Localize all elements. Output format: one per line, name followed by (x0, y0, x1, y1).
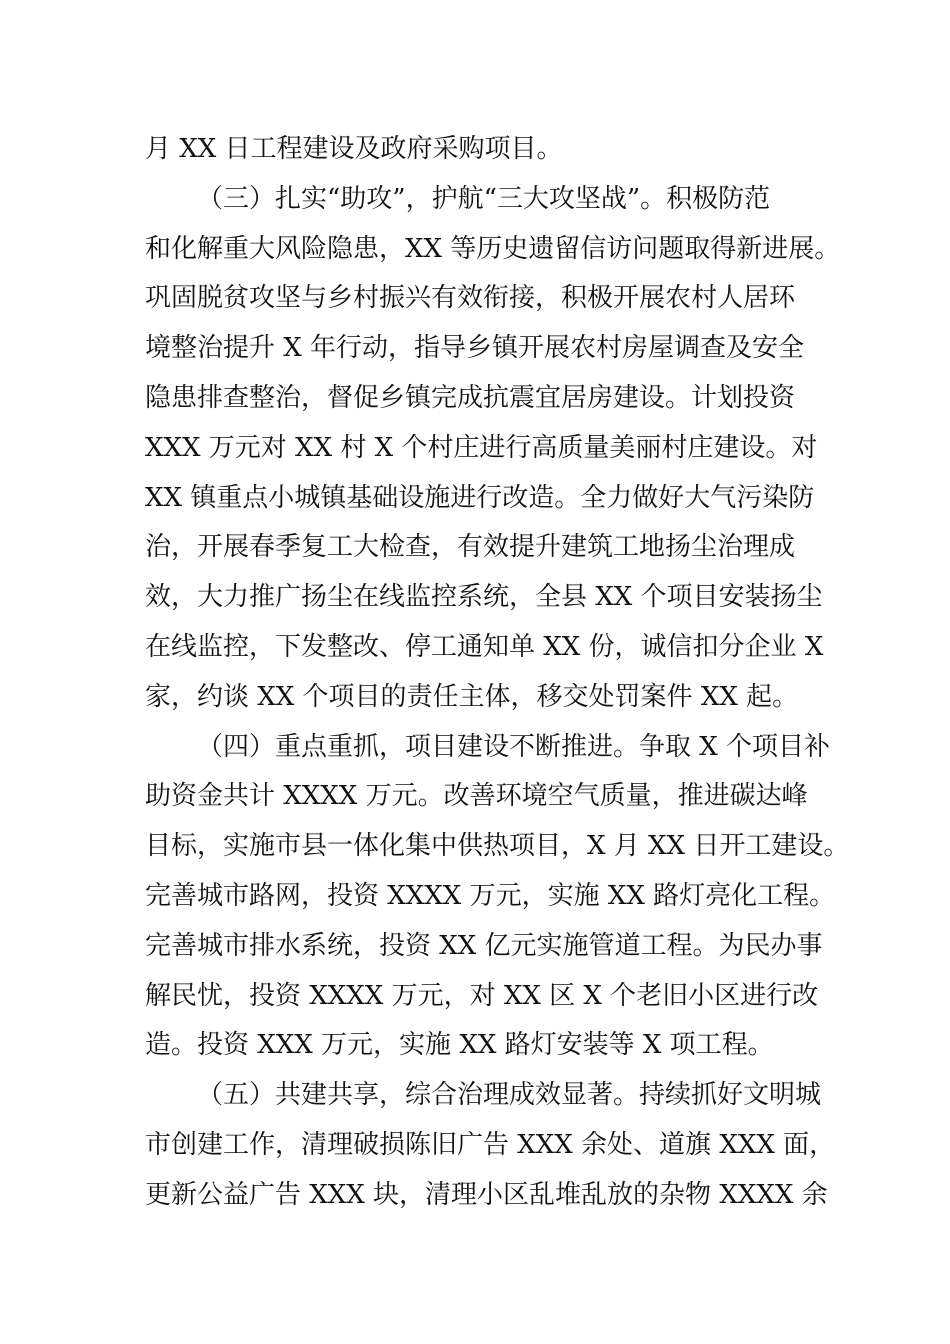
text-line: XXX 万元对 XX 村 X 个村庄进行高质量美丽村庄建设。对 (145, 432, 818, 463)
text-line: 解民忧，投资 XXXX 万元，对 XX 区 X 个老旧小区进行改 (145, 980, 819, 1011)
text-line: 隐患排查整治，督促乡镇完成抗震宜居房建设。计划投资 (145, 382, 796, 413)
text-line: 月 XX 日工程建设及政府采购项目。 (145, 134, 563, 164)
text-line: 更新公益广告 XXX 块，清理小区乱堆乱放的杂物 XXXX 余 (145, 1179, 828, 1210)
text-line: 家，约谈 XX 个项目的责任主体，移交处罚案件 XX 起。 (145, 681, 799, 712)
text-line: 效，大力推广扬尘在线监控系统，全县 XX 个项目安装扬尘 (145, 582, 823, 613)
section-3-heading-line: （三）扎实“助攻”，护航“三大攻坚战”。积极防范 (197, 183, 771, 214)
text-line: 助资金共计 XXXX 万元。改善环境空气质量，推进碳达峰 (145, 781, 808, 812)
section-5-heading-line: （五）共建共享，综合治理成效显著。持续抓好文明城 (197, 1080, 822, 1111)
text-line: 和化解重大风险隐患，XX 等历史遗留信访问题取得新进展。 (145, 233, 841, 264)
document-body (145, 125, 850, 1221)
text-line: 在线监控，下发整改、停工通知单 XX 份，诚信扣分企业 X (145, 631, 824, 662)
text-line: 造。投资 XXX 万元，实施 XX 路灯安装等 X 项工程。 (145, 1030, 774, 1061)
text-line: 治，开展春季复工大检查，有效提升建筑工地扬尘治理成 (145, 532, 796, 563)
text-line: 市创建工作，清理破损陈旧广告 XXX 余处、道旗 XXX 面， (145, 1129, 836, 1160)
text-line: 目标，实施市县一体化集中供热项目，X 月 XX 日开工建设。 (145, 831, 850, 862)
text-line: 完善城市排水系统，投资 XX 亿元实施管道工程。为民办事 (145, 930, 823, 961)
text-line: 完善城市路网，投资 XXXX 万元，实施 XX 路灯亮化工程。 (145, 880, 836, 911)
section-4-heading-line: （四）重点重抓，项目建设不断推进。争取 X 个项目补 (197, 731, 831, 762)
text-line: 境整治提升 X 年行动，指导乡镇开展农村房屋调查及安全 (145, 333, 805, 364)
text-line: XX 镇重点小城镇基础设施进行改造。全力做好大气污染防 (145, 482, 815, 513)
text-line: 巩固脱贫攻坚与乡村振兴有效衔接，积极开展农村人居环 (145, 283, 796, 314)
